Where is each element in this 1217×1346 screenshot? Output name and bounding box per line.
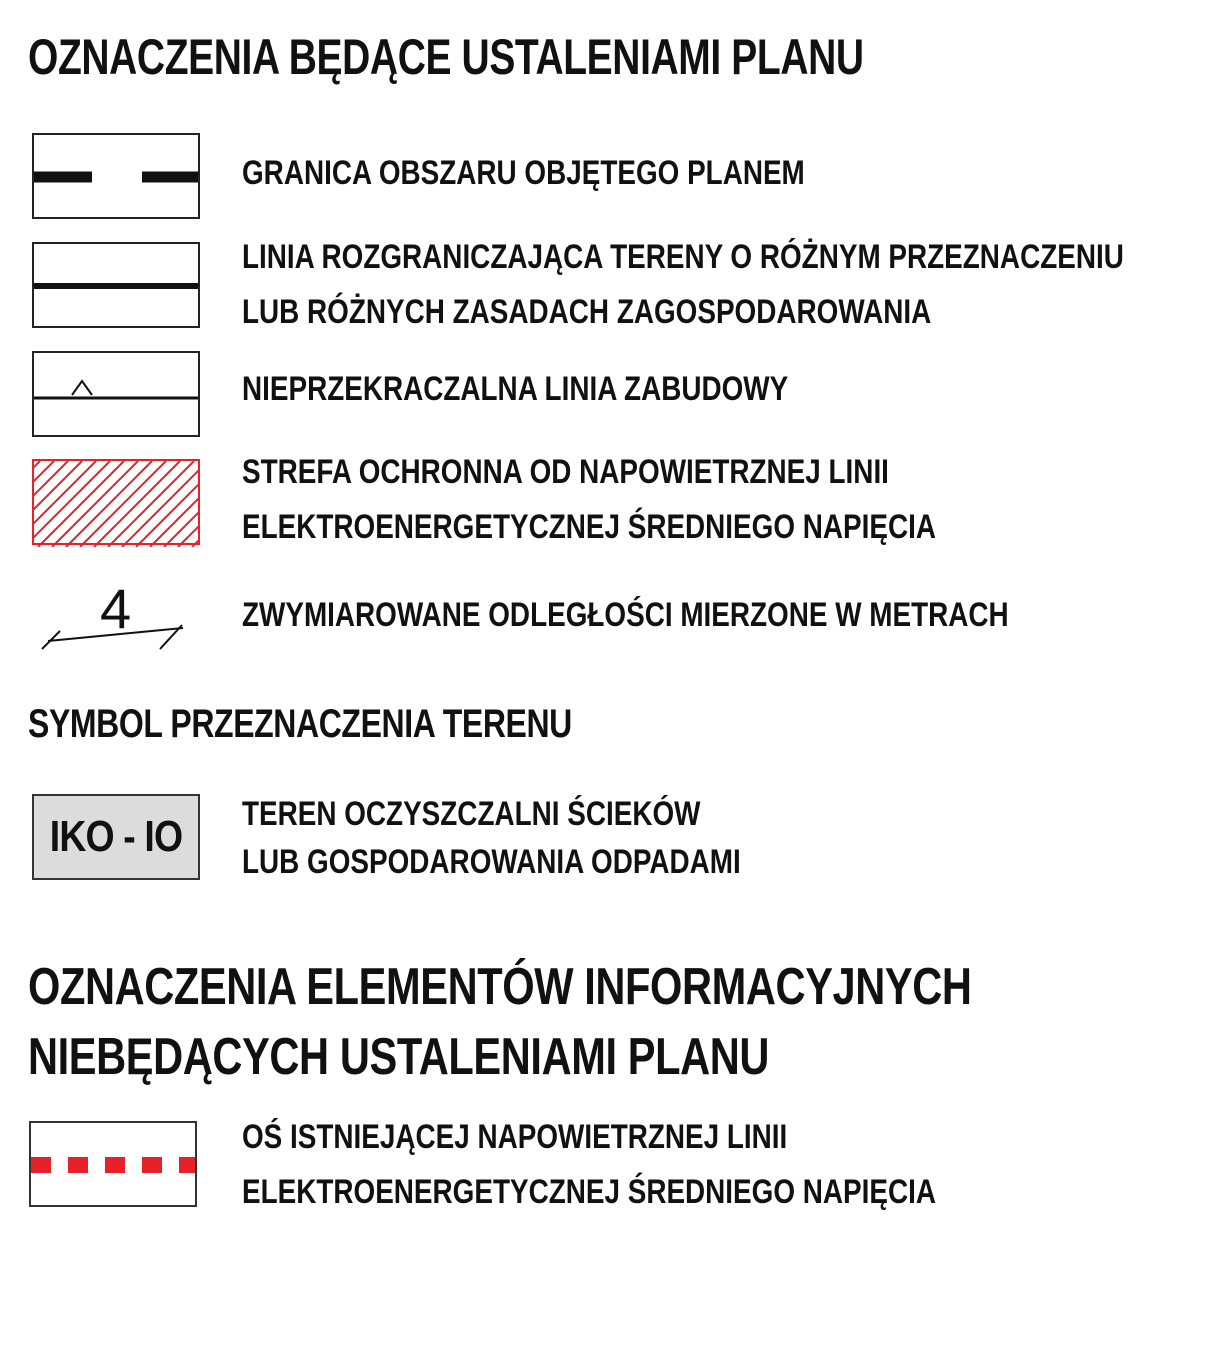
plan-boundary-symbol [32, 133, 200, 219]
land-use-code-box [32, 794, 200, 880]
land-use-code: IKO - IO [49, 812, 183, 861]
power-line-axis-symbol [29, 1121, 197, 1207]
building-line-label: NIEPRZEKRACZALNA LINIA ZABUDOWY [242, 370, 789, 408]
dividing-line-label: LINIA ROZGRANICZAJĄCA TERENY O RÓŻNYM PRZEZNACZENIU LUB RÓŻNYCH ZASADACH ZAGOSPODAROWANIA [242, 238, 1124, 331]
plan-boundary-label: GRANICA OBSZARU OBJĘTEGO PLANEM [242, 154, 805, 192]
dimension-label: ZWYMIAROWANE ODLEGŁOŚCI MIERZONE W METRACH [242, 596, 1009, 634]
dimension-value: 4 [100, 577, 132, 640]
protection-zone-symbol [32, 459, 200, 545]
protection-zone-label: STREFA OCHRONNA OD NAPOWIETRZNEJ LINII ELEKTROENERGETYCZNEJ ŚREDNIEGO NAPIĘCIA [242, 453, 937, 546]
power-line-axis-label: OŚ ISTNIEJĄCEJ NAPOWIETRZNEJ LINII ELEKTROENERGETYCZNEJ ŚREDNIEGO NAPIĘCIA [242, 1118, 937, 1211]
section-title-land-use-symbol: SYMBOL PRZEZNACZENIA TERENU [28, 702, 572, 746]
section-title-informational-elements: OZNACZENIA ELEMENTÓW INFORMACYJNYCH NIEBĘDĄCYCH USTALENIAMI PLANU [28, 958, 972, 1086]
land-use-label: TEREN OCZYSZCZALNI ŚCIEKÓW LUB GOSPODAROWANIA ODPADAMI [242, 795, 741, 881]
dividing-line-symbol [32, 242, 200, 328]
building-line-symbol [32, 351, 200, 437]
section-title-plan-determinations: OZNACZENIA BĘDĄCE USTALENIAMI PLANU [28, 29, 864, 85]
